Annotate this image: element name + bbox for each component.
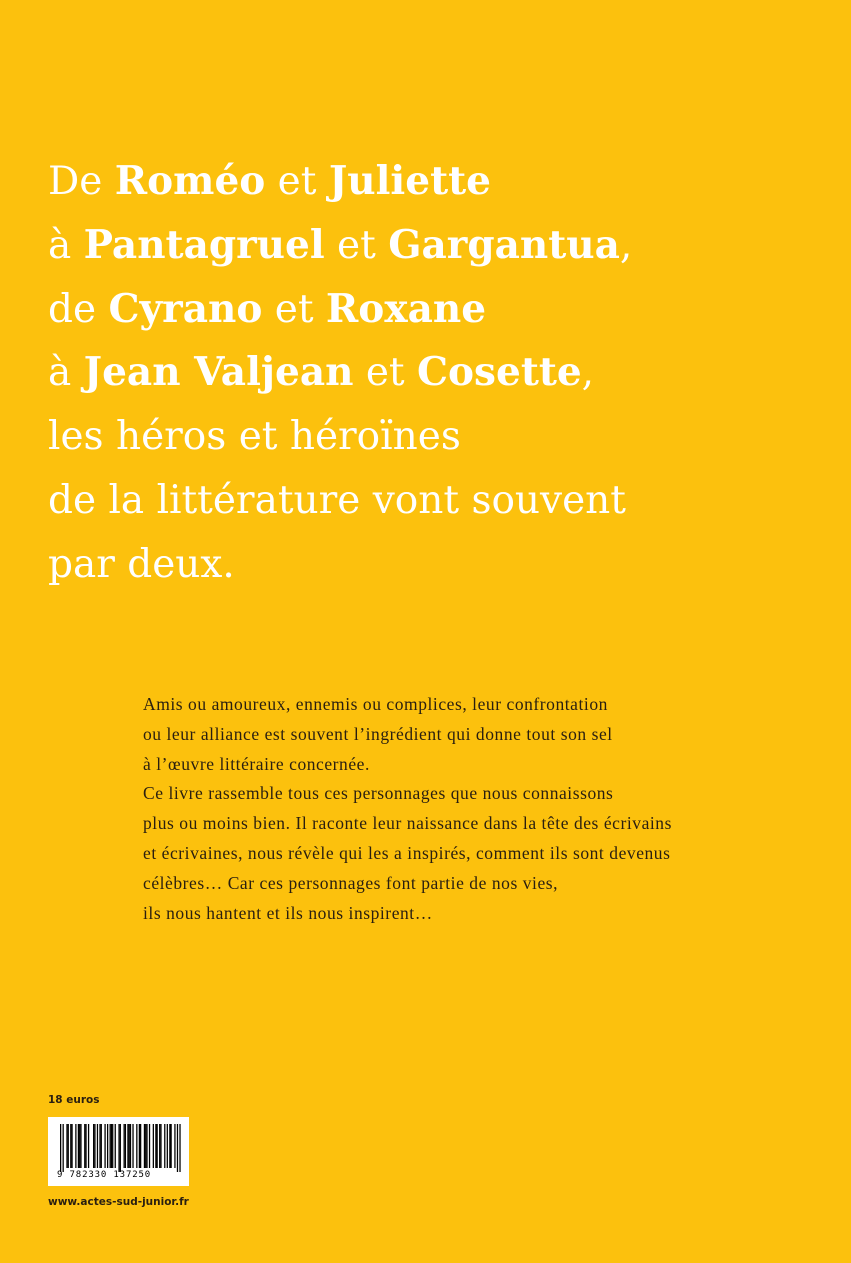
back-cover-blurb (143, 690, 843, 928)
character-name: Cosette (417, 349, 582, 396)
barcode-bar (140, 1124, 141, 1168)
blurb-line: Amis ou amoureux, ennemis ou complices, leur confrontation (143, 694, 608, 714)
barcode-bar (164, 1124, 165, 1168)
headline-text: et (265, 159, 329, 204)
barcode-bar (115, 1124, 116, 1168)
barcode-bar (66, 1124, 67, 1168)
barcode-bar (174, 1124, 175, 1168)
blurb-line: plus ou moins bien. Il raconte leur naissance dans la tête des écrivains (143, 813, 672, 834)
headline-line-5: les héros et héroïnes (48, 414, 461, 460)
barcode-bar (127, 1124, 128, 1168)
headline-text: à (48, 350, 84, 396)
barcode-bar (153, 1124, 154, 1168)
publisher-website: www.actes-sud-junior.fr (48, 1196, 189, 1208)
barcode-bar (97, 1124, 98, 1168)
headline-text: à (48, 222, 84, 268)
barcode-bar (75, 1124, 76, 1168)
price-label: 18 euros (48, 1094, 100, 1106)
barcode-bar (118, 1124, 119, 1172)
headline (48, 150, 838, 597)
barcode-bar (160, 1124, 161, 1168)
barcode-bar (145, 1124, 146, 1168)
barcode-bar (110, 1124, 111, 1168)
barcode-bar (179, 1124, 180, 1172)
barcode-bar (120, 1124, 121, 1172)
barcode-bar (139, 1124, 140, 1168)
character-name: Gargantua (388, 221, 620, 268)
barcode-bar (149, 1124, 150, 1168)
character-name: Juliette (328, 158, 491, 204)
barcode-bar (132, 1124, 133, 1168)
barcode-bar (146, 1124, 147, 1168)
isbn-barcode (48, 1117, 189, 1186)
headline-text: de (48, 286, 109, 332)
barcode-bar (167, 1124, 168, 1168)
barcode-bar (71, 1124, 72, 1168)
barcode-bar (136, 1124, 137, 1168)
barcode-bar (130, 1124, 131, 1168)
headline-line-1 (48, 150, 838, 214)
headline-text: , (581, 350, 595, 396)
barcode-bar (85, 1124, 86, 1168)
headline-text: et (324, 222, 389, 268)
barcode-bar (177, 1124, 178, 1172)
blurb-line: Ce livre rassemble tous ces personnages que nous connaissons (143, 783, 614, 804)
headline-line-6: de la littérature vont souvent (48, 477, 626, 523)
blurb-line: et écrivaines, nous révèle qui les a inspirés, comment ils sont devenus (143, 842, 671, 863)
character-name: Roxane (325, 285, 487, 332)
character-name: Cyrano (108, 285, 263, 332)
headline-line-3 (48, 278, 838, 342)
barcode-bar (159, 1124, 160, 1168)
barcode-bar (88, 1124, 89, 1168)
barcode-bar (94, 1124, 95, 1168)
barcode-bar (63, 1124, 64, 1172)
barcode-bar (104, 1124, 105, 1168)
headline-text: et (353, 350, 417, 396)
barcode-bar (169, 1124, 170, 1168)
headline-line-4 (48, 341, 838, 405)
barcode-bar (125, 1124, 126, 1168)
barcode-bar (78, 1124, 79, 1168)
character-name: Jean Valjean (83, 349, 354, 396)
blurb-line: à l’œuvre littéraire concernée. (143, 753, 370, 774)
barcode-bar (157, 1124, 158, 1168)
headline-line-7: par deux. (48, 541, 235, 587)
blurb-line: ou leur alliance est souvent l’ingrédient qui donne tout son sel (143, 723, 613, 744)
barcode-bar (60, 1124, 61, 1172)
character-name: Roméo (114, 158, 266, 204)
barcode-bar (99, 1124, 100, 1168)
isbn-digits: 9 782330 137250 (57, 1170, 152, 1180)
blurb-line: ils nous hantent et ils nous inspirent… (143, 902, 433, 923)
barcode-bar (68, 1124, 69, 1168)
barcode-bar (80, 1124, 81, 1168)
barcode-bar (129, 1124, 130, 1168)
barcode-bar (101, 1124, 102, 1168)
barcode-bar (70, 1124, 71, 1168)
barcode-bar (84, 1124, 85, 1168)
headline-text: et (262, 286, 326, 332)
barcode-bar (124, 1124, 125, 1168)
blurb-line: célèbres… Car ces personnages font partie de nos vies, (143, 872, 559, 893)
barcode-bar (170, 1124, 171, 1168)
barcode-bar (111, 1124, 112, 1168)
headline-text: De (48, 159, 115, 204)
barcode-bar (93, 1124, 94, 1168)
barcode-bar (107, 1124, 108, 1168)
barcode-bar (155, 1124, 156, 1168)
headline-text: , (619, 222, 633, 268)
barcode-bar (79, 1124, 80, 1168)
barcode-bar (112, 1124, 113, 1168)
barcode-bar (144, 1124, 145, 1168)
character-name: Pantagruel (83, 221, 325, 268)
headline-line-2 (48, 214, 838, 278)
